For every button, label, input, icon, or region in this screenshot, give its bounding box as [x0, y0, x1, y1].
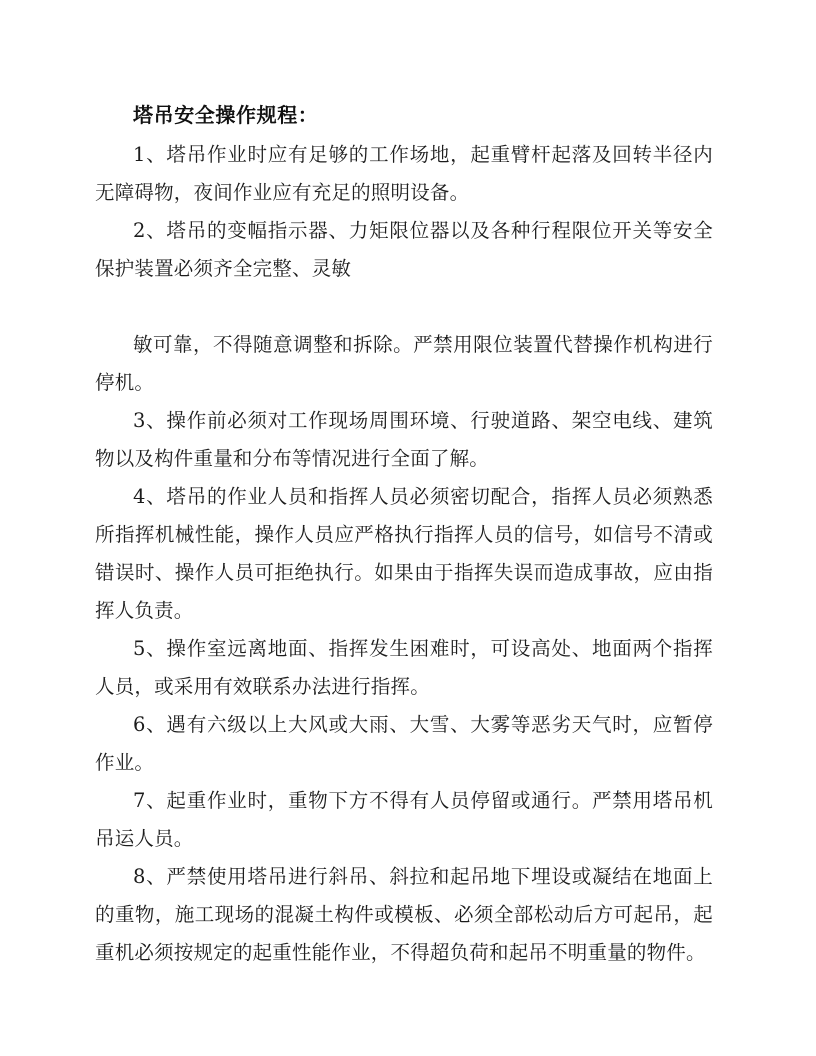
blank-line-separator — [95, 288, 713, 326]
paragraph-2: 2、塔吊的变幅指示器、力矩限位器以及各种行程限位开关等安全保护装置必须齐全完整、灵敏 — [95, 219, 713, 280]
paragraph-5: 5、操作室远离地面、指挥发生困难时，可设高处、地面两个指挥人员，或采用有效联系办法进行指挥。 — [95, 637, 713, 698]
paragraph-6: 6、遇有六级以上大风或大雨、大雪、大雾等恶劣天气时，应暂停作业。 — [95, 713, 713, 774]
paragraph-3: 3、操作前必须对工作现场周围环境、行驶道路、架空电线、建筑物以及构件重量和分布等情况进行全面了解。 — [95, 409, 713, 470]
page-title: 塔吊安全操作规程： — [133, 103, 319, 127]
paragraph-4: 4、塔吊的作业人员和指挥人员必须密切配合，指挥人员必须熟悉所指挥机械性能，操作人员应严格执行指挥人员的信号，如信号不清或错误时、操作人员可拒绝执行。如果由于指挥失误而造成事故，应由指挥人负责。 — [95, 485, 713, 622]
paragraph-1: 1、塔吊作业时应有足够的工作场地，起重臂杆起落及回转半径内无障碍物，夜间作业应有充足的照明设备。 — [95, 143, 713, 204]
paragraph-7: 7、起重作业时，重物下方不得有人员停留或通行。严禁用塔吊机吊运人员。 — [95, 789, 713, 850]
document-body — [95, 96, 713, 972]
paragraph-8: 8、严禁使用塔吊进行斜吊、斜拉和起吊地下埋设或凝结在地面上的重物，施工现场的混凝土构件或模板、必须全部松动后方可起吊，起重机必须按规定的起重性能作业，不得超负荷和起吊不明重量的物件。 — [95, 865, 713, 964]
paragraph-2-continued: 敏可靠，不得随意调整和拆除。严禁用限位装置代替操作机构进行停机。 — [95, 333, 713, 394]
